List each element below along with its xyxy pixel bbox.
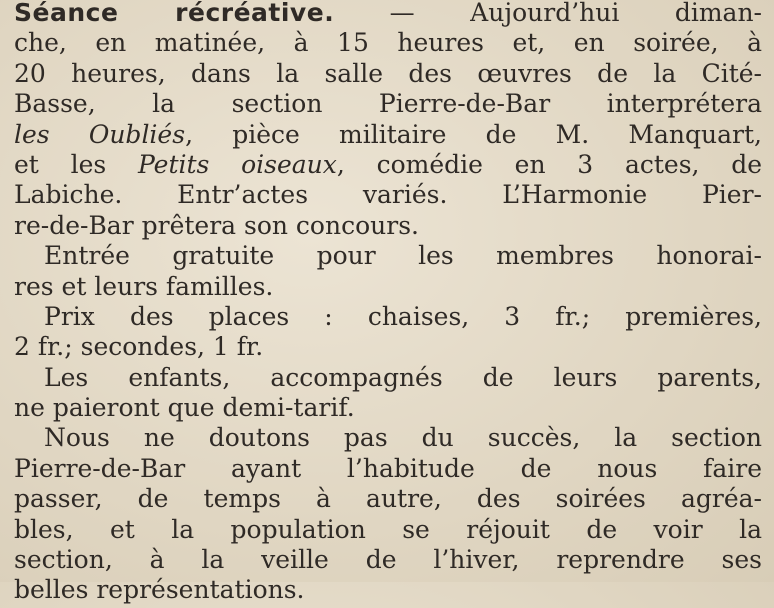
- text-line: [14, 515, 762, 545]
- line-text: passer, de temps à autre, des soirées agréa-: [14, 484, 762, 514]
- text-line: [14, 423, 762, 453]
- paragraph-closing: [14, 423, 762, 605]
- line-text: res et leurs familles.: [14, 271, 274, 301]
- line-text: bles, et la population se réjouit de voir la: [14, 514, 762, 544]
- line-text: section, à la veille de l’hiver, reprendre ses: [14, 545, 762, 575]
- play-title-petits-oiseaux: Petits oiseaux: [137, 149, 337, 179]
- line-text: , comédie en 3 actes, de: [336, 149, 763, 179]
- text-line: [14, 575, 762, 605]
- text-line: [14, 180, 762, 210]
- text-line: [14, 272, 762, 302]
- line-text: et les: [14, 149, 138, 179]
- line-text: Entrée gratuite pour les membres honorai-: [44, 241, 762, 271]
- text-line: [14, 332, 762, 362]
- line-text: Nous ne doutons pas du succès, la section: [44, 423, 762, 453]
- text-line: [14, 302, 762, 332]
- line-text: Labiche. Entr’actes variés. L’Harmonie Pier-: [14, 180, 762, 210]
- line-text: 20 heures, dans la salle des œuvres de la Cité-: [14, 58, 762, 88]
- paragraph-announcement: [14, 0, 762, 241]
- line-text: , pièce militaire de M. Manquart,: [185, 119, 762, 149]
- line-text: Prix des places : chaises, 3 fr.; premières,: [44, 301, 762, 331]
- line-text: ne paieront que demi-tarif.: [14, 393, 355, 423]
- play-title-les-oublies: les Oubliés: [14, 119, 186, 149]
- text-line: [14, 545, 762, 575]
- paragraph-prices: [14, 302, 762, 363]
- line-text: Basse, la section Pierre-de-Bar interprétera: [14, 89, 762, 119]
- text-line: [14, 120, 762, 150]
- line-text: belles représentations.: [14, 575, 305, 605]
- line-text: Pierre-de-Bar ayant l’habitude de nous faire: [14, 453, 762, 483]
- text-line: [14, 454, 762, 484]
- text-line: [14, 211, 762, 241]
- text-line: [14, 241, 762, 271]
- text-line: [14, 28, 762, 58]
- paragraph-children: [14, 363, 762, 424]
- text-line: [14, 59, 762, 89]
- line-text: che, en matinée, à 15 heures et, en soirée, à: [14, 28, 762, 58]
- line-text: re-de-Bar prêtera son concours.: [14, 210, 419, 240]
- line-text: 2 fr.; secondes, 1 fr.: [14, 332, 264, 362]
- line-text: — Aujourd’hui diman-: [334, 0, 762, 27]
- text-line: [14, 150, 762, 180]
- text-line: [14, 393, 762, 423]
- text-line: [14, 89, 762, 119]
- text-line: [14, 363, 762, 393]
- article-title: Séance récréative.: [14, 0, 335, 27]
- text-line: [14, 484, 762, 514]
- paragraph-entry: [14, 241, 762, 302]
- line-text: Les enfants, accompagnés de leurs parents,: [44, 362, 762, 392]
- text-line: [14, 0, 762, 28]
